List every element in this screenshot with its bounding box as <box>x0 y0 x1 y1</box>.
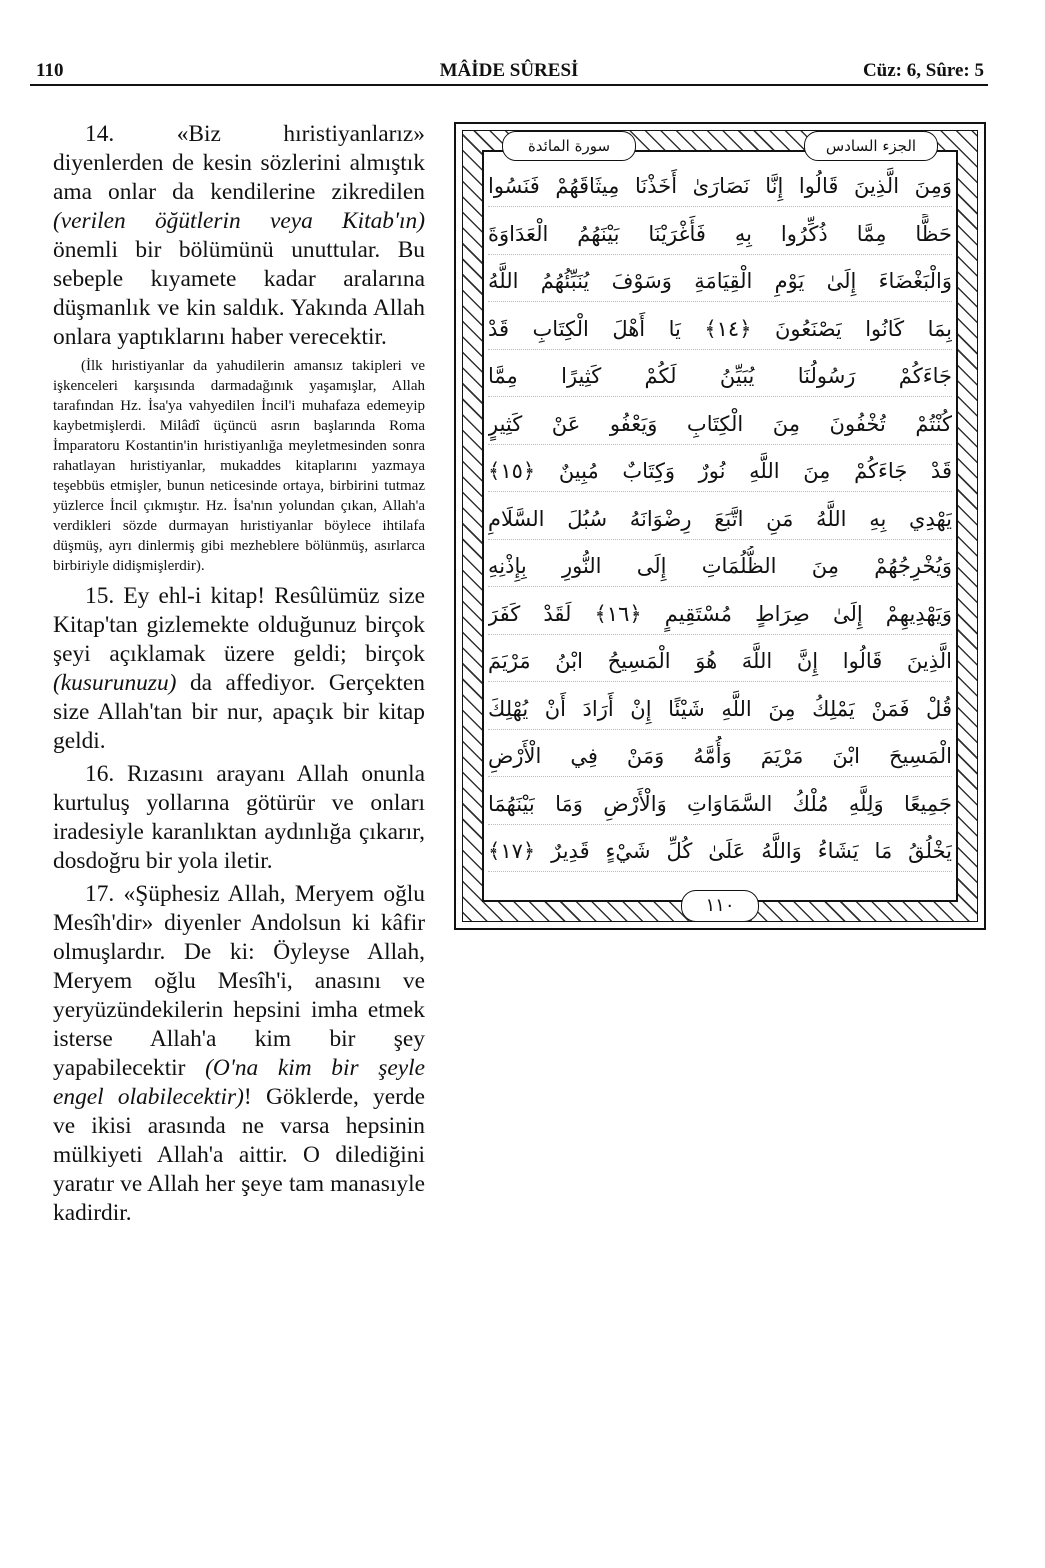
verse-17: 17. «Şüphesiz Allah, Meryem oğlu Mesîh'dir» diyenler Andolsun ki kâfir olmuşlardır. De ki: Öyleyse Allah, Meryem oğlu Mesîh'i, anasını ve yeryüzündekilerin hepsini imha etmek isterse Allah'a kim bir şey yapabilecektir (O'na kim bir şeyle engel olabilecektir)! Göklerde, yerde ve ikisi arasında ne varsa hepsinin mülkiyeti Allah'a aittir. O dilediğini yaratır ve Allah her şeye tam manasıyle kadirdir. <box>53 881 426 1226</box>
verse-14-note: (İlk hıristiyanlar da yahudilerin amansız takipleri ve işkenceleri karşısında darmadağınık yaşamışlar, Allah tarafından Hz. İsa'ya vahyedilen İncil'i muhafaza edemeyip kaybetmişlerdi. Milâdî üçüncü asrın başlarında Roma İmparatoru Kostantin'in hıristiyanlığa meyletmesinden sonra rahatlayan hıristiyanlar, mukaddes kitaplarını yazmaya teşebbüs etmişler, bunun neticesinde ortaya, birbirini tutmaz yüzlerce İncil çıkmıştır. Hz. İsa'nın yolundan çıkan, Allah'a verdikleri sözde durmayan hıristiyanlar böylece ihtilafa düşmüş, ayrı dinlermiş gibi mezheblere bölünmüş, asırlarca birbiriyle didişmişlerdir). <box>53 358 425 574</box>
verse-14-italic: (verilen öğütlerin veya Kitab'ın) <box>53 208 425 234</box>
arabic-line: وَمِنَ الَّذِينَ قَالُوا إِنَّا نَصَارَىٰ أَخَذْنَا مِيثَاقَهُمْ فَنَسُوا <box>488 166 952 207</box>
arabic-line: جَاءَكُمْ رَسُولُنَا يُبَيِّنُ لَكُمْ كَثِيرًا مِمَّا <box>488 356 952 397</box>
page-number: 110 <box>36 60 64 81</box>
page-header <box>30 54 988 86</box>
verse-15: 15. Ey ehl-i kitap! Resûlümüz size Kitap'tan gizlemekte olduğunuz birçok şeyi açıklamak üzere geldi; birçok (kusurunuzu) da affediyor. Gerçekten size Allah'tan bir nur, apaçık bir kitap geldi. <box>53 583 425 754</box>
arabic-line: الَّذِينَ قَالُوا إِنَّ اللَّهَ هُوَ الْمَسِيحُ ابْنُ مَرْيَمَ <box>488 641 952 682</box>
arabic-line: وَالْبَغْضَاءَ إِلَىٰ يَوْمِ الْقِيَامَةِ وَسَوْفَ يُنَبِّئُهُمُ اللَّهُ <box>488 261 952 302</box>
arabic-line: جَمِيعًا وَلِلَّهِ مُلْكُ السَّمَاوَاتِ وَالْأَرْضِ وَمَا بَيْنَهُمَا <box>488 784 952 825</box>
arabic-line: يَخْلُقُ مَا يَشَاءُ وَاللَّهُ عَلَىٰ كُلِّ شَيْءٍ قَدِيرٌ ﴿١٧﴾ <box>488 831 952 872</box>
arabic-line: وَيَهْدِيهِمْ إِلَىٰ صِرَاطٍ مُسْتَقِيمٍ ﴿١٦﴾ لَقَدْ كَفَرَ <box>488 594 952 635</box>
verse-14: 14. «Biz hıristiyanlarız» diyenlerden de kesin sözlerini almıştık ama onlar da kendilerine zikredilen (verilen öğütlerin veya Kitab'ın) önemli bir bölümünü unuttular. Bu sebeple kıyamete kadar aralarına düşmanlık ve kin saldık. Yakında Allah onlara yaptıklarını haber verecektir. <box>53 121 425 350</box>
mushaf-page <box>454 122 986 930</box>
juz-sura-info: Cüz: 6, Sûre: 5 <box>862 60 984 81</box>
arabic-line: الْمَسِيحَ ابْنَ مَرْيَمَ وَأُمَّهُ وَمَنْ فِي الْأَرْضِ <box>488 736 952 777</box>
verse-16: 16. Rızasını arayanı Allah onunla kurtuluş yollarına götürür ve onları iradesiyle karanlıktan aydınlığa çıkarır, dosdoğru bir yola iletir. <box>53 761 425 874</box>
arabic-line: وَيُخْرِجُهُمْ مِنَ الظُّلُمَاتِ إِلَى النُّورِ بِإِذْنِهِ <box>488 546 952 587</box>
sura-cartouche: سورة المائدة <box>502 131 636 161</box>
arabic-line: حَظًّا مِمَّا ذُكِّرُوا بِهِ فَأَغْرَيْنَا بَيْنَهُمُ الْعَدَاوَةَ <box>488 214 952 255</box>
sura-title: MÂİDE SÛRESİ <box>439 60 579 81</box>
verse-15-italic: (kusurunuzu) <box>53 670 177 696</box>
juz-cartouche: الجزء السادس <box>804 131 938 161</box>
translation-column <box>53 120 425 1232</box>
mushaf-page-number: ١١٠ <box>681 890 759 922</box>
arabic-text-lines <box>488 166 952 872</box>
arabic-line: بِمَا كَانُوا يَصْنَعُونَ ﴿١٤﴾ يَا أَهْلَ الْكِتَابِ قَدْ <box>488 309 952 350</box>
verse-17-italic: (O'na kim bir şeyle engel olabilecektir) <box>53 1055 425 1110</box>
arabic-line: يَهْدِي بِهِ اللَّهُ مَنِ اتَّبَعَ رِضْوَانَهُ سُبُلَ السَّلَامِ <box>488 499 952 540</box>
arabic-line: كُنْتُمْ تُخْفُونَ مِنَ الْكِتَابِ وَيَعْفُو عَنْ كَثِيرٍ <box>488 404 952 445</box>
arabic-line: قَدْ جَاءَكُمْ مِنَ اللَّهِ نُورٌ وَكِتَابٌ مُبِينٌ ﴿١٥﴾ <box>488 451 952 492</box>
arabic-line: قُلْ فَمَنْ يَمْلِكُ مِنَ اللَّهِ شَيْئًا إِنْ أَرَادَ أَنْ يُهْلِكَ <box>488 689 952 730</box>
